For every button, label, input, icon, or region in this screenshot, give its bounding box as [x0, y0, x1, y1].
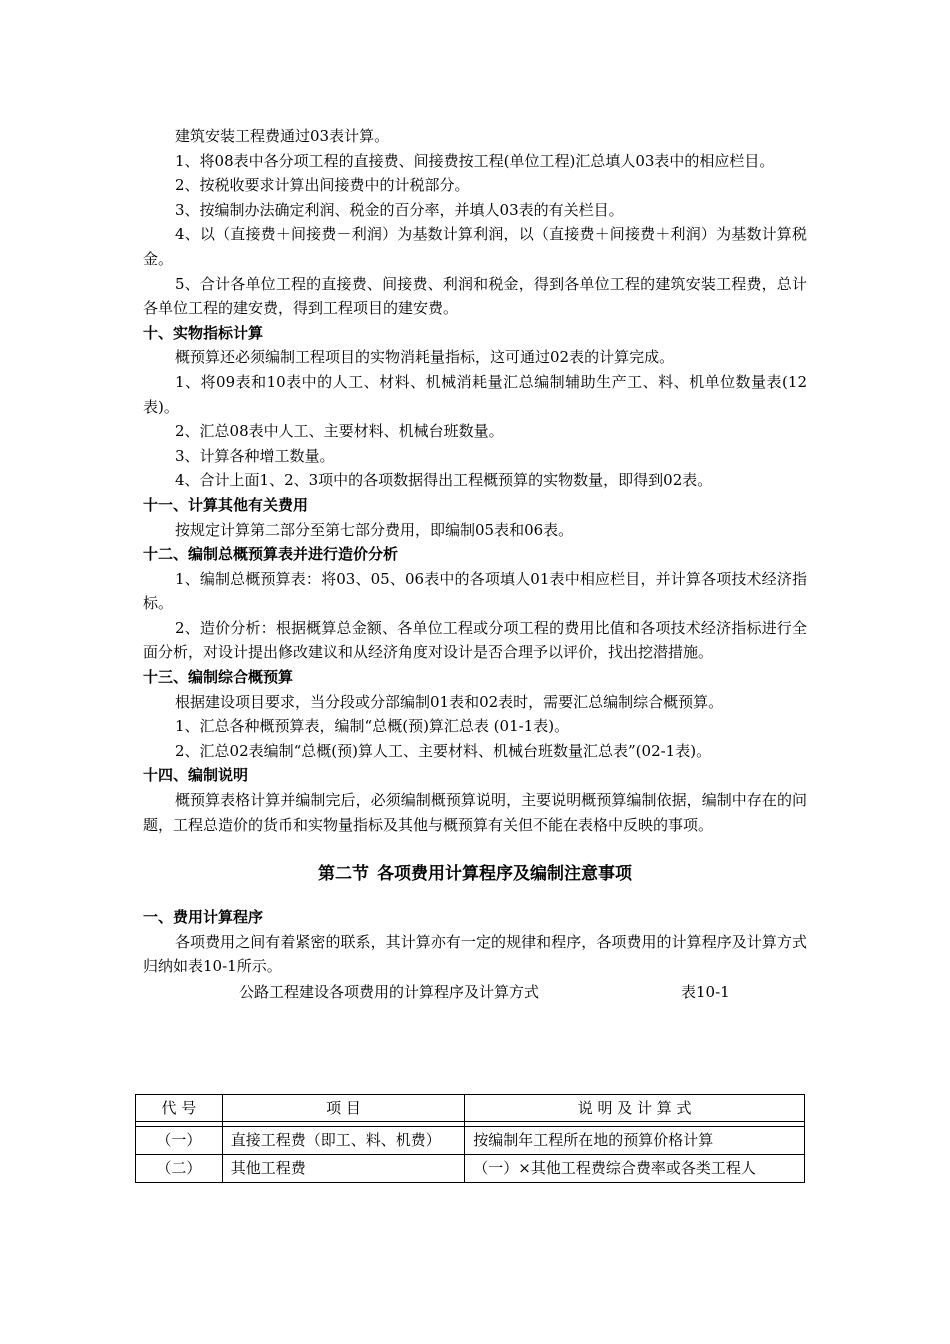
paragraph: 2、汇总08表中人工、主要材料、机械台班数量。: [175, 422, 504, 441]
table-label: 表10-1: [681, 983, 730, 1001]
section-title: [143, 859, 807, 884]
paragraph: 概预算表格计算并编制完后，必须编制概预算说明，主要说明概预算编制依据，编制中存在的问题，工程总造价的货币和实物量指标及其他与概预算有关但不能在表格中反映的事项。: [143, 791, 807, 834]
paragraph: 4、以（直接费＋间接费－利润）为基数计算利润，以（直接费＋间接费＋利润）为基数计算税金。: [143, 225, 807, 268]
table-cell: （一）×其他工程费综合费率或各类工程人: [465, 1155, 805, 1183]
paragraph: 概预算还必须编制工程项目的实物消耗量指标，这可通过02表的计算完成。: [175, 348, 675, 367]
paragraph: 各项费用之间有着紧密的联系，其计算亦有一定的规律和程序，各项费用的计算程序及计算方式归纳如表10-1所示。: [143, 932, 807, 976]
paragraph: 5、合计各单位工程的直接费、间接费、利润和税金，得到各单位工程的建筑安装工程费，总计各单位工程的建安费，得到工程项目的建安费。: [143, 274, 807, 318]
table-cell: （一）: [136, 1127, 223, 1155]
paragraph: 2、汇总02表编制“总概(预)算人工、主要材料、机械台班数量汇总表”(02-1表)。: [175, 741, 712, 760]
paragraph: 4、合计上面1、2、3项中的各项数据得出工程概预算的实物数量，即得到02表。: [175, 471, 713, 490]
section-heading: 十四、编制说明: [143, 766, 249, 785]
header-description: 说 明 及 计 算 式: [465, 1095, 805, 1122]
section-number: 第二节: [318, 864, 369, 885]
section-heading: 十一、计算其他有关费用: [143, 495, 309, 514]
section-heading: 十二、编制总概预算表并进行造价分析: [143, 545, 399, 564]
table-row: [136, 1127, 805, 1155]
table-cell: 其他工程费: [222, 1155, 464, 1183]
table-cell: （二）: [136, 1155, 223, 1183]
paragraph: 3、计算各种增工数量。: [175, 446, 335, 465]
table-caption: 公路工程建设各项费用的计算程序及计算方式: [239, 983, 540, 1001]
table-row: [136, 1155, 805, 1183]
document-body: [143, 124, 807, 1003]
table-header-row: [136, 1095, 805, 1122]
table-cell: 直接工程费（即工、料、机费）: [222, 1127, 464, 1155]
paragraph: 按规定计算第二部分至第七部分费用，即编制05表和06表。: [175, 520, 574, 539]
paragraph: 1、将08表中各分项工程的直接费、间接费按工程(单位工程)汇总填人03表中的相应栏目。: [175, 151, 775, 170]
paragraph: 1、将09表和10表中的人工、材料、机械消耗量汇总编制辅助生产工、料、机单位数量表(12表)。: [143, 372, 807, 416]
paragraph: 1、编制总概预算表：将03、05、06表中的各项填人01表中相应栏目，并计算各项技术经济指标。: [143, 569, 807, 613]
paragraph: 2、按税收要求计算出间接费中的计税部分。: [175, 176, 470, 195]
after-section-paragraphs: [143, 905, 807, 979]
paragraph: 1、汇总各种概预算表，编制“总概(预)算汇总表 (01-1表)。: [175, 717, 570, 736]
table-caption-row: [143, 979, 807, 1003]
section-heading: 十三、编制综合概预算: [143, 668, 294, 687]
paragraph: 3、按编制办法确定利润、税金的百分率，并填人03表的有关栏目。: [175, 200, 624, 219]
cost-procedure-table: [135, 1094, 805, 1183]
paragraph: 建筑安装工程费通过03表计算。: [175, 127, 390, 145]
paragraph: 2、造价分析：根据概算总金额、各单位工程或分项工程的费用比值和各项技术经济指标进行全面分析，对设计提出修改建议和从经济角度对设计是否合理予以评价，找出挖潜措施。: [143, 618, 807, 662]
section-heading: 十、实物指标计算: [143, 323, 264, 342]
section-heading: 各项费用计算程序及编制注意事项: [377, 864, 632, 885]
header-code: 代 号: [136, 1095, 223, 1122]
paragraph: 根据建设项目要求，当分段或分部编制01表和02表时，需要汇总编制综合概预算。: [175, 692, 724, 711]
paragraph-list: [143, 124, 807, 837]
table-cell: 按编制年工程所在地的预算价格计算: [465, 1127, 805, 1155]
section-heading: 一、费用计算程序: [143, 908, 264, 927]
header-item: 项 目: [222, 1095, 464, 1122]
